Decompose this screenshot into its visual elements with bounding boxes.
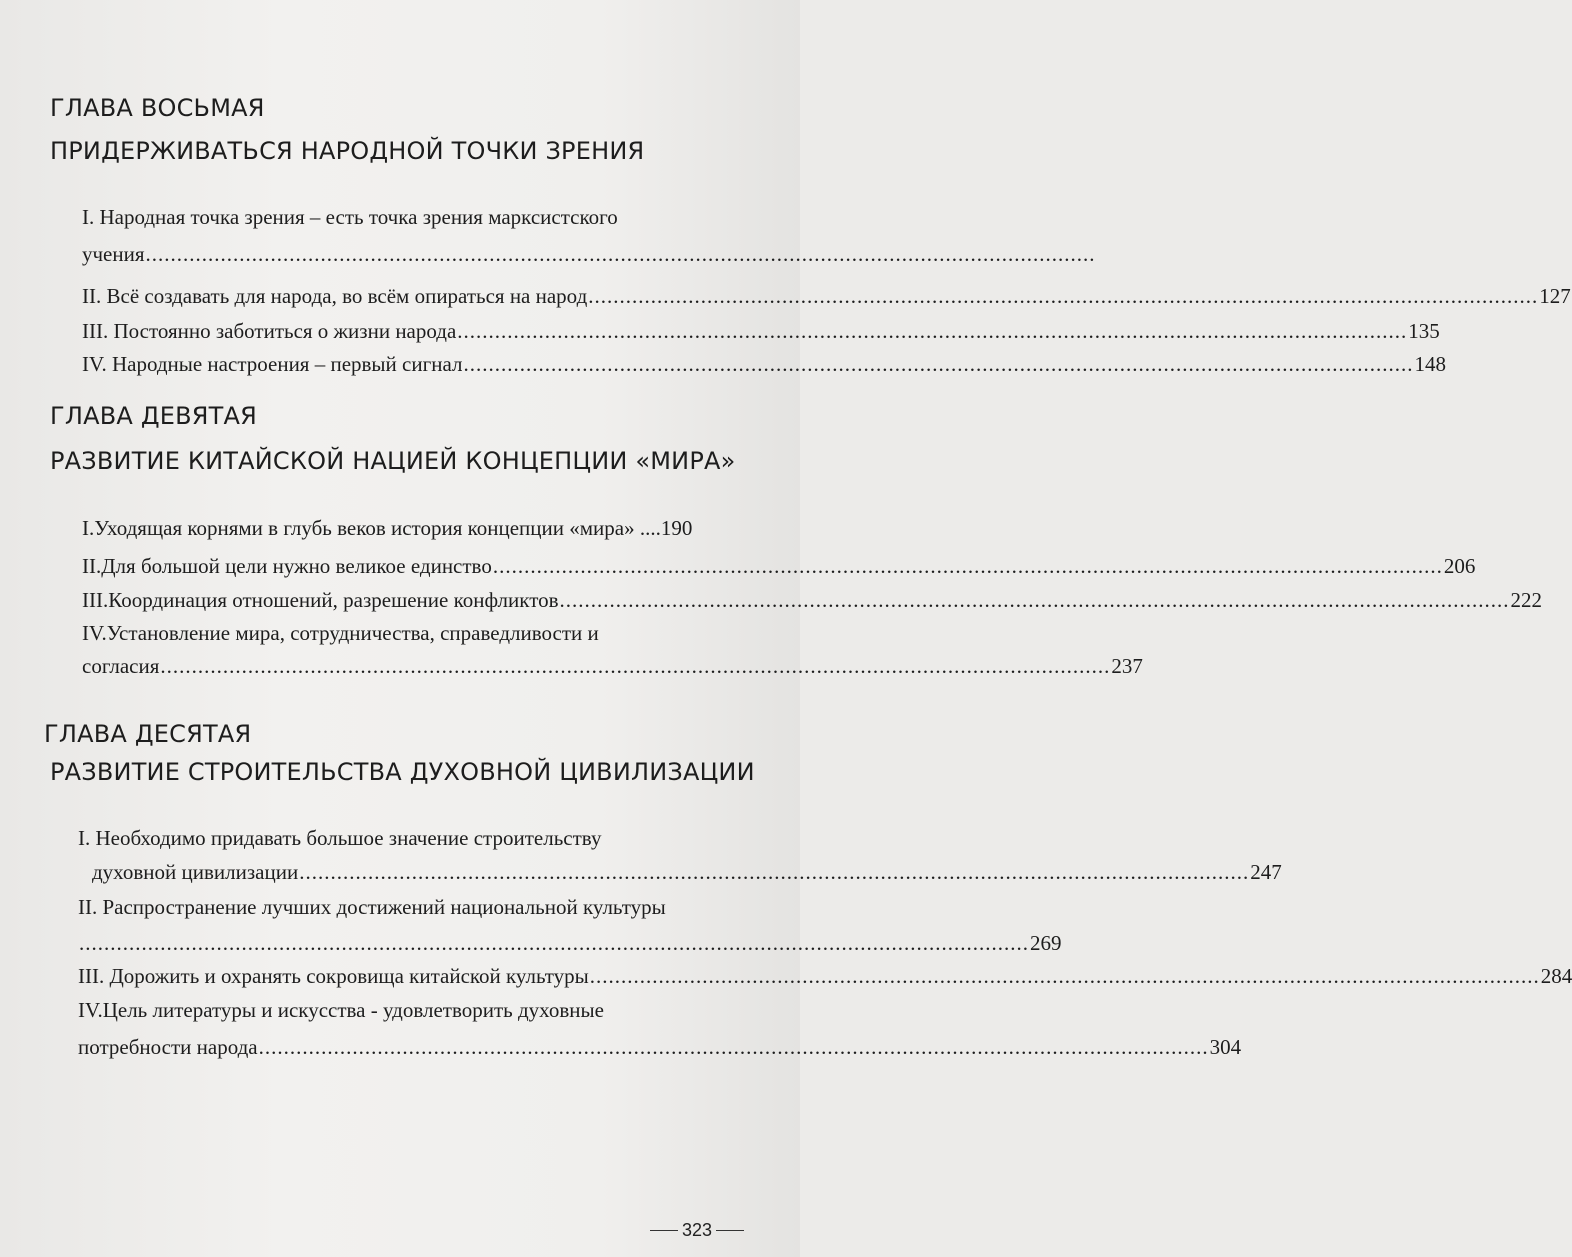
leader-dots: ........................................................................................................................................................ — [299, 860, 1250, 884]
toc-entry-line: II. Распространение лучших достижений национальной культуры — [78, 895, 666, 919]
toc-page-number: 206 — [1443, 554, 1476, 578]
toc-entry-text: II.Для большой цели нужно великое единство — [82, 554, 492, 578]
toc-entry — [82, 352, 1446, 376]
toc-page-number: 222 — [1510, 588, 1543, 612]
toc-entry-line: IV.Цель литературы и искусства - удовлетворить духовные — [78, 998, 604, 1022]
toc-entry-text: III.Координация отношений, разрешение конфликтов — [82, 588, 559, 612]
toc-page-number: 237 — [1111, 654, 1143, 678]
dash-decoration — [650, 1230, 678, 1232]
toc-entry-text: III. Постоянно заботиться о жизни народа — [82, 319, 457, 343]
toc-entry — [78, 931, 1062, 955]
toc-entry — [78, 1035, 1242, 1059]
leader-dots: ........................................................................................................................................................ — [588, 284, 1539, 308]
leader-dots: ........................................................................................................................................................ — [492, 554, 1443, 578]
toc-page-number: 284 — [1540, 964, 1572, 988]
chapter-title: РАЗВИТИЕ КИТАЙСКОЙ НАЦИЕЙ КОНЦЕПЦИИ «МИРА» — [50, 447, 736, 475]
toc-page-number: 135 — [1408, 319, 1440, 343]
toc-entry-text: потребности народа — [78, 1035, 258, 1059]
toc-entry-text: III. Дорожить и охранять сокровища китайской культуры — [78, 964, 589, 988]
toc-entry — [78, 964, 1572, 988]
chapter-title: ПРИДЕРЖИВАТЬСЯ НАРОДНОЙ ТОЧКИ ЗРЕНИЯ — [50, 137, 645, 165]
toc-page-number: 304 — [1209, 1035, 1242, 1059]
leader-dots: ........................................................................................................................................................ — [160, 654, 1111, 678]
page-number — [650, 1220, 744, 1241]
leader-dots: ........................................................................................................................................................ — [79, 931, 1029, 955]
dash-decoration — [716, 1230, 744, 1232]
toc-entry — [82, 654, 1143, 678]
toc-page-number: 127 — [1539, 284, 1571, 308]
chapter-label: ГЛАВА ДЕВЯТАЯ — [50, 402, 258, 430]
toc-entry-text: духовной цивилизации — [92, 860, 299, 884]
leader-dots: ........................................................................................................................................................ — [457, 319, 1408, 343]
page-number-text: 323 — [682, 1220, 713, 1240]
toc-page-number: 269 — [1030, 931, 1062, 955]
toc-entry-line: I. Народная точка зрения – есть точка зрения марксистского — [82, 205, 618, 229]
toc-entry — [82, 554, 1476, 578]
toc-page-number: 247 — [1250, 860, 1282, 884]
toc-entry-text: II. Всё создавать для народа, во всём опираться на народ — [82, 284, 588, 308]
chapter-title: РАЗВИТИЕ СТРОИТЕЛЬСТВА ДУХОВНОЙ ЦИВИЛИЗАЦИИ — [50, 758, 755, 786]
chapter-label: ГЛАВА ДЕСЯТАЯ — [44, 720, 252, 748]
leader-dots: ........................................................................................................................................................ — [463, 352, 1414, 376]
toc-entry-text: IV. Народные настроения – первый сигнал — [82, 352, 463, 376]
toc-entry — [92, 860, 1282, 884]
toc-entry — [82, 588, 1543, 612]
toc-entry — [82, 284, 1571, 308]
leader-dots: ........................................................................................................................................................ — [145, 242, 1096, 266]
toc-entry-line: I. Необходимо придавать большое значение строительству — [78, 826, 602, 850]
leader-dots: ........................................................................................................................................................ — [589, 964, 1540, 988]
toc-entry-line: I.Уходящая корнями в глубь веков история концепции «мира» ....190 — [82, 516, 693, 540]
toc-entry — [82, 242, 1096, 266]
chapter-label: ГЛАВА ВОСЬМАЯ — [50, 94, 265, 122]
leader-dots: ........................................................................................................................................................ — [258, 1035, 1209, 1059]
toc-entry-text: учения — [82, 242, 145, 266]
toc-page-number: 148 — [1414, 352, 1446, 376]
leader-dots: ........................................................................................................................................................ — [559, 588, 1510, 612]
toc-entry-text: согласия — [82, 654, 160, 678]
toc-entry — [82, 319, 1440, 343]
toc-entry-line: IV.Установление мира, сотрудничества, справедливости и — [82, 621, 599, 645]
